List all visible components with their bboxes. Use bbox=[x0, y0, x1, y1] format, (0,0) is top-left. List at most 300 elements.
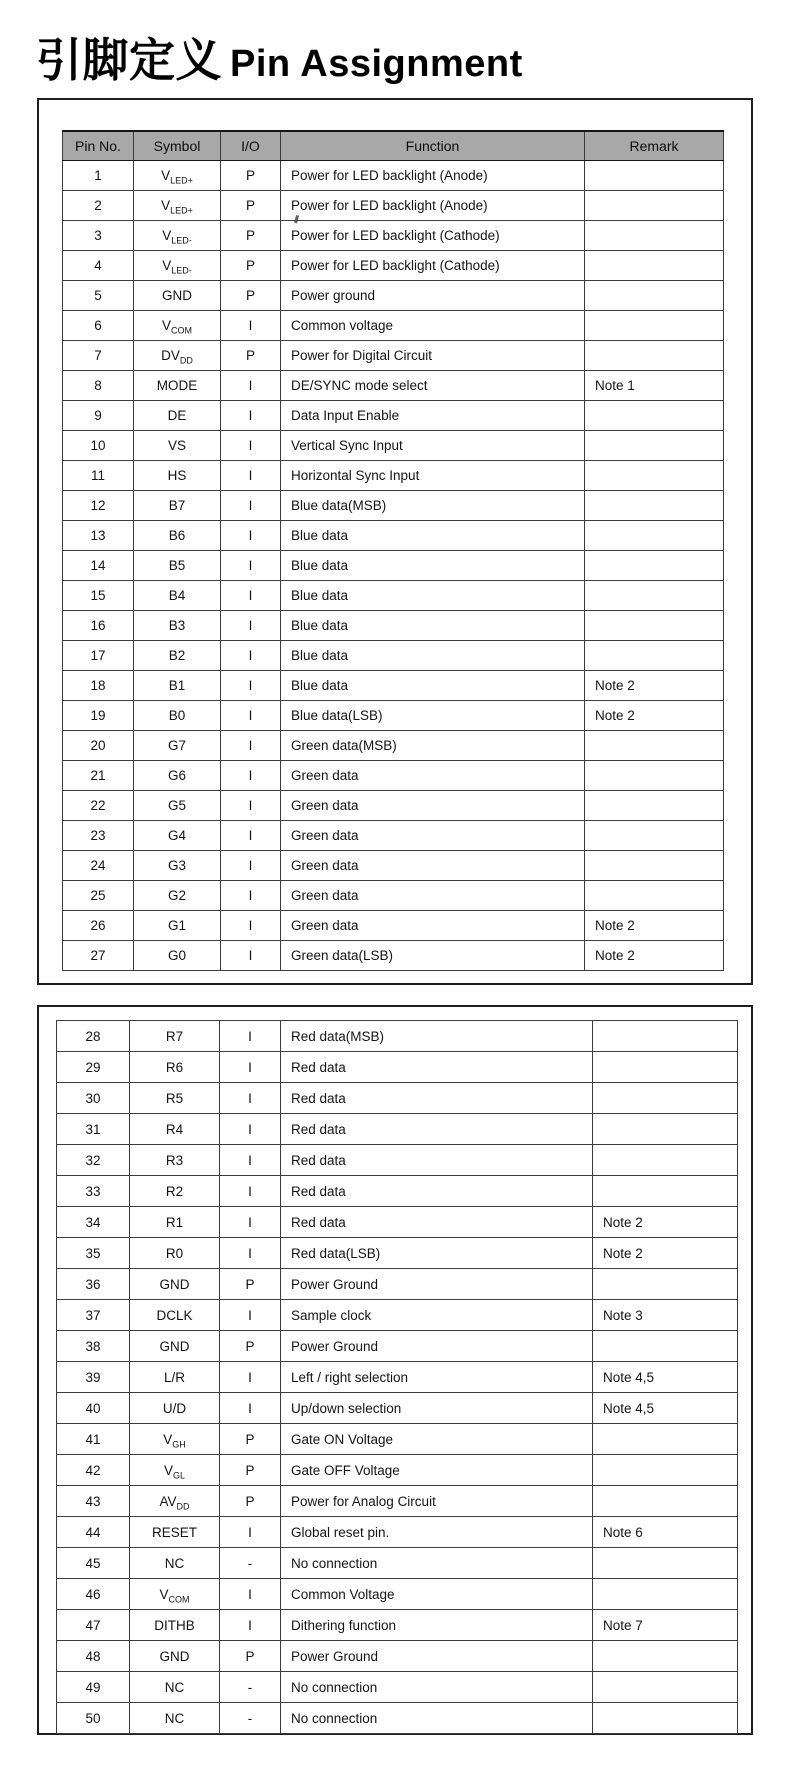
cell-symbol: B0 bbox=[134, 701, 221, 731]
cell-io: I bbox=[221, 551, 281, 581]
cell-remark bbox=[585, 551, 724, 581]
cell-io: I bbox=[221, 461, 281, 491]
cell-function: Green data bbox=[281, 911, 585, 941]
cell-function: Red data(LSB) bbox=[281, 1238, 593, 1269]
cell-pin: 13 bbox=[63, 521, 134, 551]
cell-symbol: NC bbox=[130, 1672, 220, 1703]
cell-function: Up/down selection bbox=[281, 1393, 593, 1424]
cell-pin: 10 bbox=[63, 431, 134, 461]
table-row bbox=[57, 1269, 738, 1300]
cell-io: - bbox=[220, 1703, 281, 1734]
cell-symbol: $V_{GL}$ bbox=[130, 1455, 220, 1486]
table-row bbox=[57, 1455, 738, 1486]
cell-pin: 32 bbox=[57, 1145, 130, 1176]
cell-remark bbox=[585, 731, 724, 761]
cell-remark bbox=[585, 251, 724, 281]
cell-function: Power ground bbox=[281, 281, 585, 311]
cell-io: I bbox=[220, 1207, 281, 1238]
cell-function: Power for Analog Circuit bbox=[281, 1486, 593, 1517]
cell-remark bbox=[585, 581, 724, 611]
cell-symbol: GND bbox=[130, 1641, 220, 1672]
cell-io: I bbox=[221, 821, 281, 851]
cell-symbol: $V_{LED-}$ bbox=[134, 221, 221, 251]
cell-remark bbox=[585, 191, 724, 221]
cell-symbol: G5 bbox=[134, 791, 221, 821]
cell-remark bbox=[585, 641, 724, 671]
cell-symbol: $V_{COM}$ bbox=[134, 311, 221, 341]
cell-pin: 6 bbox=[63, 311, 134, 341]
pin-assignment-table-1 bbox=[62, 130, 724, 971]
cell-function: Vertical Sync Input bbox=[281, 431, 585, 461]
cell-pin: 15 bbox=[63, 581, 134, 611]
table-row bbox=[57, 1548, 738, 1579]
table-row bbox=[57, 1145, 738, 1176]
cell-pin: 37 bbox=[57, 1300, 130, 1331]
cell-io: I bbox=[221, 371, 281, 401]
cell-io: I bbox=[221, 521, 281, 551]
cell-remark bbox=[585, 401, 724, 431]
table-row bbox=[57, 1083, 738, 1114]
table-row bbox=[63, 281, 724, 311]
cell-io: I bbox=[221, 851, 281, 881]
table-row bbox=[57, 1672, 738, 1703]
cell-symbol: MODE bbox=[134, 371, 221, 401]
page-title bbox=[36, 24, 523, 90]
cell-remark bbox=[593, 1579, 738, 1610]
cell-function: Red data bbox=[281, 1114, 593, 1145]
column-header: Pin No. bbox=[63, 131, 134, 161]
cell-function: Sample clock bbox=[281, 1300, 593, 1331]
cell-symbol: R6 bbox=[130, 1052, 220, 1083]
cell-io: P bbox=[221, 221, 281, 251]
cell-io: I bbox=[220, 1145, 281, 1176]
table-row bbox=[57, 1486, 738, 1517]
cell-pin: 24 bbox=[63, 851, 134, 881]
cell-io: I bbox=[220, 1238, 281, 1269]
table-row bbox=[57, 1424, 738, 1455]
table-row bbox=[63, 641, 724, 671]
cell-function: Blue data bbox=[281, 611, 585, 641]
cell-io: I bbox=[220, 1083, 281, 1114]
cell-remark: Note 7 bbox=[593, 1610, 738, 1641]
cell-remark bbox=[593, 1114, 738, 1145]
cell-remark: Note 2 bbox=[585, 671, 724, 701]
pin-assignment-table-2 bbox=[56, 1020, 738, 1734]
cell-function: Gate ON Voltage bbox=[281, 1424, 593, 1455]
cell-symbol: R4 bbox=[130, 1114, 220, 1145]
table-row bbox=[63, 671, 724, 701]
cell-symbol: GND bbox=[134, 281, 221, 311]
cell-pin: 21 bbox=[63, 761, 134, 791]
cell-symbol: U/D bbox=[130, 1393, 220, 1424]
cell-pin: 46 bbox=[57, 1579, 130, 1610]
table-row bbox=[57, 1300, 738, 1331]
cell-pin: 22 bbox=[63, 791, 134, 821]
cell-function: Red data(MSB) bbox=[281, 1021, 593, 1052]
cell-remark: Note 1 bbox=[585, 371, 724, 401]
cell-symbol: $V_{LED-}$ bbox=[134, 251, 221, 281]
cell-symbol: B2 bbox=[134, 641, 221, 671]
cell-symbol: $AV_{DD}$ bbox=[130, 1486, 220, 1517]
cell-io: - bbox=[220, 1672, 281, 1703]
table-row bbox=[63, 611, 724, 641]
cell-remark: Note 2 bbox=[585, 701, 724, 731]
cell-pin: 41 bbox=[57, 1424, 130, 1455]
cell-pin: 50 bbox=[57, 1703, 130, 1734]
cell-pin: 47 bbox=[57, 1610, 130, 1641]
cell-remark bbox=[585, 431, 724, 461]
cell-function: Power Ground bbox=[281, 1269, 593, 1300]
cell-remark bbox=[593, 1331, 738, 1362]
cell-remark bbox=[585, 521, 724, 551]
cell-pin: 16 bbox=[63, 611, 134, 641]
cell-remark: Note 4,5 bbox=[593, 1362, 738, 1393]
cell-symbol: NC bbox=[130, 1548, 220, 1579]
table-row bbox=[63, 761, 724, 791]
table-row bbox=[57, 1610, 738, 1641]
cell-symbol: G3 bbox=[134, 851, 221, 881]
symbol-subscript: DD bbox=[176, 1501, 190, 1512]
table-row bbox=[63, 251, 724, 281]
cell-pin: 30 bbox=[57, 1083, 130, 1114]
cell-pin: 33 bbox=[57, 1176, 130, 1207]
cell-remark bbox=[593, 1703, 738, 1734]
cell-remark bbox=[585, 791, 724, 821]
cell-symbol: R3 bbox=[130, 1145, 220, 1176]
cell-remark bbox=[593, 1269, 738, 1300]
cell-remark bbox=[585, 821, 724, 851]
cell-remark bbox=[585, 281, 724, 311]
cell-pin: 35 bbox=[57, 1238, 130, 1269]
cell-io: I bbox=[220, 1362, 281, 1393]
cell-io: I bbox=[221, 641, 281, 671]
table-row bbox=[63, 521, 724, 551]
cell-io: I bbox=[221, 401, 281, 431]
table-row bbox=[57, 1393, 738, 1424]
cell-io: P bbox=[220, 1424, 281, 1455]
cell-function: Blue data(LSB) bbox=[281, 701, 585, 731]
cell-io: I bbox=[221, 671, 281, 701]
cell-pin: 34 bbox=[57, 1207, 130, 1238]
cell-function: Common voltage bbox=[281, 311, 585, 341]
cell-symbol: HS bbox=[134, 461, 221, 491]
cell-remark bbox=[593, 1021, 738, 1052]
table-row bbox=[63, 851, 724, 881]
cell-remark bbox=[593, 1176, 738, 1207]
cell-pin: 20 bbox=[63, 731, 134, 761]
cell-remark bbox=[593, 1424, 738, 1455]
cell-remark: Note 3 bbox=[593, 1300, 738, 1331]
cell-remark: Note 2 bbox=[585, 911, 724, 941]
table-row bbox=[57, 1703, 738, 1734]
cell-io: I bbox=[220, 1579, 281, 1610]
cell-function: Red data bbox=[281, 1052, 593, 1083]
cell-symbol: G4 bbox=[134, 821, 221, 851]
cell-pin: 28 bbox=[57, 1021, 130, 1052]
cell-symbol: B3 bbox=[134, 611, 221, 641]
symbol-subscript: LED- bbox=[171, 235, 192, 246]
pin-table-frame-2 bbox=[37, 1005, 753, 1735]
table-row bbox=[63, 881, 724, 911]
cell-pin: 18 bbox=[63, 671, 134, 701]
cell-function: Power for LED backlight (Anode) bbox=[281, 191, 585, 221]
cell-pin: 45 bbox=[57, 1548, 130, 1579]
cell-pin: 23 bbox=[63, 821, 134, 851]
table-row bbox=[57, 1517, 738, 1548]
cell-remark: Note 2 bbox=[593, 1238, 738, 1269]
cell-pin: 29 bbox=[57, 1052, 130, 1083]
cell-io: I bbox=[220, 1610, 281, 1641]
cell-symbol: B1 bbox=[134, 671, 221, 701]
cell-function: Blue data(MSB) bbox=[281, 491, 585, 521]
page-title-chinese: 引脚定义 bbox=[36, 34, 222, 86]
cell-io: P bbox=[220, 1455, 281, 1486]
cell-pin: 9 bbox=[63, 401, 134, 431]
cell-io: I bbox=[221, 941, 281, 971]
cell-io: P bbox=[221, 341, 281, 371]
column-header: I/O bbox=[221, 131, 281, 161]
cell-symbol: B7 bbox=[134, 491, 221, 521]
symbol-subscript: GH bbox=[172, 1439, 186, 1450]
cell-pin: 38 bbox=[57, 1331, 130, 1362]
cell-function: Red data bbox=[281, 1207, 593, 1238]
cell-function: Blue data bbox=[281, 671, 585, 701]
cell-pin: 1 bbox=[63, 161, 134, 191]
cell-symbol: G0 bbox=[134, 941, 221, 971]
column-header: Symbol bbox=[134, 131, 221, 161]
table-row bbox=[57, 1362, 738, 1393]
cell-function: Blue data bbox=[281, 641, 585, 671]
cell-function: Left / right selection bbox=[281, 1362, 593, 1393]
cell-io: I bbox=[220, 1052, 281, 1083]
cell-remark bbox=[585, 161, 724, 191]
cell-pin: 7 bbox=[63, 341, 134, 371]
cell-function: Power for Digital Circuit bbox=[281, 341, 585, 371]
cell-remark bbox=[585, 461, 724, 491]
symbol-subscript: GL bbox=[173, 1470, 186, 1481]
cell-pin: 36 bbox=[57, 1269, 130, 1300]
cell-remark: Note 2 bbox=[593, 1207, 738, 1238]
table-row bbox=[57, 1238, 738, 1269]
symbol-subscript: COM bbox=[171, 325, 192, 336]
cell-function: Dithering function bbox=[281, 1610, 593, 1641]
cell-remark bbox=[593, 1548, 738, 1579]
header-row bbox=[63, 131, 724, 161]
cell-symbol: G1 bbox=[134, 911, 221, 941]
column-header: Remark bbox=[585, 131, 724, 161]
cell-pin: 26 bbox=[63, 911, 134, 941]
cell-io: I bbox=[221, 881, 281, 911]
cell-io: I bbox=[221, 581, 281, 611]
cell-io: I bbox=[220, 1114, 281, 1145]
cell-symbol: G7 bbox=[134, 731, 221, 761]
cell-symbol: GND bbox=[130, 1269, 220, 1300]
symbol-subscript: LED+ bbox=[170, 205, 193, 216]
page-title-english: Pin Assignment bbox=[230, 43, 523, 85]
cell-pin: 11 bbox=[63, 461, 134, 491]
cell-pin: 5 bbox=[63, 281, 134, 311]
cell-pin: 19 bbox=[63, 701, 134, 731]
cell-io: I bbox=[220, 1517, 281, 1548]
cell-pin: 39 bbox=[57, 1362, 130, 1393]
table-row bbox=[57, 1579, 738, 1610]
cell-symbol: R0 bbox=[130, 1238, 220, 1269]
cell-function: No connection bbox=[281, 1672, 593, 1703]
cell-remark bbox=[593, 1455, 738, 1486]
cell-pin: 14 bbox=[63, 551, 134, 581]
table-row bbox=[57, 1052, 738, 1083]
cell-function: Power Ground bbox=[281, 1331, 593, 1362]
cell-function: Global reset pin. bbox=[281, 1517, 593, 1548]
table-row bbox=[57, 1207, 738, 1238]
cell-pin: 43 bbox=[57, 1486, 130, 1517]
cell-io: P bbox=[221, 251, 281, 281]
cell-remark bbox=[585, 311, 724, 341]
table-row bbox=[57, 1331, 738, 1362]
cell-io: I bbox=[220, 1393, 281, 1424]
cell-symbol: G2 bbox=[134, 881, 221, 911]
table-row bbox=[57, 1021, 738, 1052]
cell-function: Data Input Enable bbox=[281, 401, 585, 431]
cell-symbol: R7 bbox=[130, 1021, 220, 1052]
cell-remark bbox=[593, 1672, 738, 1703]
cell-function: Common Voltage bbox=[281, 1579, 593, 1610]
table-row bbox=[63, 401, 724, 431]
cell-function: No connection bbox=[281, 1548, 593, 1579]
cell-io: I bbox=[221, 731, 281, 761]
cell-function: Green data bbox=[281, 851, 585, 881]
symbol-subscript: LED+ bbox=[170, 175, 193, 186]
cell-io: P bbox=[221, 161, 281, 191]
cell-function: Green data bbox=[281, 791, 585, 821]
table-row bbox=[63, 701, 724, 731]
cell-function: Power Ground bbox=[281, 1641, 593, 1672]
cell-pin: 12 bbox=[63, 491, 134, 521]
cell-io: I bbox=[220, 1300, 281, 1331]
cell-io: P bbox=[220, 1641, 281, 1672]
cell-symbol: G6 bbox=[134, 761, 221, 791]
cell-remark: Note 2 bbox=[585, 941, 724, 971]
table-row bbox=[63, 791, 724, 821]
symbol-subscript: COM bbox=[168, 1594, 190, 1605]
cell-io: - bbox=[220, 1548, 281, 1579]
table-row bbox=[63, 821, 724, 851]
cell-symbol: NC bbox=[130, 1703, 220, 1734]
table-row bbox=[57, 1641, 738, 1672]
cell-io: I bbox=[221, 431, 281, 461]
cell-symbol: DCLK bbox=[130, 1300, 220, 1331]
table-row bbox=[63, 941, 724, 971]
cell-io: P bbox=[220, 1486, 281, 1517]
cell-io: I bbox=[221, 311, 281, 341]
cell-function: Green data(LSB) bbox=[281, 941, 585, 971]
cell-remark bbox=[593, 1486, 738, 1517]
cell-remark bbox=[585, 761, 724, 791]
cell-io: P bbox=[221, 191, 281, 221]
symbol-subscript: DD bbox=[179, 355, 193, 366]
cell-remark: Note 6 bbox=[593, 1517, 738, 1548]
cell-symbol: VS bbox=[134, 431, 221, 461]
cell-remark bbox=[593, 1083, 738, 1114]
table-row bbox=[63, 191, 724, 221]
cell-symbol: DE bbox=[134, 401, 221, 431]
cell-function: Power for LED backlight (Cathode) bbox=[281, 221, 585, 251]
cell-function: Blue data bbox=[281, 551, 585, 581]
cell-remark bbox=[593, 1052, 738, 1083]
cell-remark bbox=[585, 491, 724, 521]
cell-function: Blue data bbox=[281, 521, 585, 551]
symbol-subscript: LED- bbox=[171, 265, 192, 276]
cell-remark bbox=[585, 611, 724, 641]
cell-io: I bbox=[221, 791, 281, 821]
cell-remark bbox=[593, 1145, 738, 1176]
cell-symbol: B6 bbox=[134, 521, 221, 551]
table-row bbox=[63, 341, 724, 371]
cell-remark bbox=[593, 1641, 738, 1672]
cell-pin: 3 bbox=[63, 221, 134, 251]
cell-io: P bbox=[220, 1331, 281, 1362]
cell-symbol: L/R bbox=[130, 1362, 220, 1393]
cell-function: Red data bbox=[281, 1145, 593, 1176]
cell-io: I bbox=[221, 761, 281, 791]
cell-pin: 42 bbox=[57, 1455, 130, 1486]
cell-pin: 44 bbox=[57, 1517, 130, 1548]
cell-pin: 31 bbox=[57, 1114, 130, 1145]
cell-remark bbox=[585, 221, 724, 251]
table-row bbox=[63, 911, 724, 941]
cell-symbol: $DV_{DD}$ bbox=[134, 341, 221, 371]
cell-remark bbox=[585, 881, 724, 911]
cell-function: Red data bbox=[281, 1083, 593, 1114]
cell-pin: 48 bbox=[57, 1641, 130, 1672]
cell-symbol: $V_{LED+}$ bbox=[134, 191, 221, 221]
cell-io: I bbox=[221, 701, 281, 731]
table-row bbox=[63, 221, 724, 251]
cell-pin: 8 bbox=[63, 371, 134, 401]
cell-symbol: B4 bbox=[134, 581, 221, 611]
table-row bbox=[63, 461, 724, 491]
cell-io: I bbox=[221, 491, 281, 521]
cell-remark bbox=[585, 341, 724, 371]
cell-pin: 4 bbox=[63, 251, 134, 281]
column-header: Function bbox=[281, 131, 585, 161]
cell-function: Gate OFF Voltage bbox=[281, 1455, 593, 1486]
cell-function: Power for LED backlight (Anode) bbox=[281, 161, 585, 191]
cell-symbol: $V_{LED+}$ bbox=[134, 161, 221, 191]
cell-remark bbox=[585, 851, 724, 881]
cell-function: Green data bbox=[281, 761, 585, 791]
cell-io: I bbox=[221, 911, 281, 941]
cell-io: I bbox=[220, 1176, 281, 1207]
table-row bbox=[63, 161, 724, 191]
cell-function: Power for LED backlight (Cathode) bbox=[281, 251, 585, 281]
cell-io: P bbox=[220, 1269, 281, 1300]
table-row bbox=[57, 1114, 738, 1145]
cell-io: I bbox=[220, 1021, 281, 1052]
table-row bbox=[63, 551, 724, 581]
cell-pin: 17 bbox=[63, 641, 134, 671]
table-row bbox=[63, 371, 724, 401]
table-row bbox=[57, 1176, 738, 1207]
cell-symbol: B5 bbox=[134, 551, 221, 581]
cell-function: Blue data bbox=[281, 581, 585, 611]
cell-symbol: $V_{COM}$ bbox=[130, 1579, 220, 1610]
cell-function: Green data bbox=[281, 821, 585, 851]
cell-pin: 49 bbox=[57, 1672, 130, 1703]
cell-io: I bbox=[221, 611, 281, 641]
cell-function: DE/SYNC mode select bbox=[281, 371, 585, 401]
cell-symbol: $V_{GH}$ bbox=[130, 1424, 220, 1455]
